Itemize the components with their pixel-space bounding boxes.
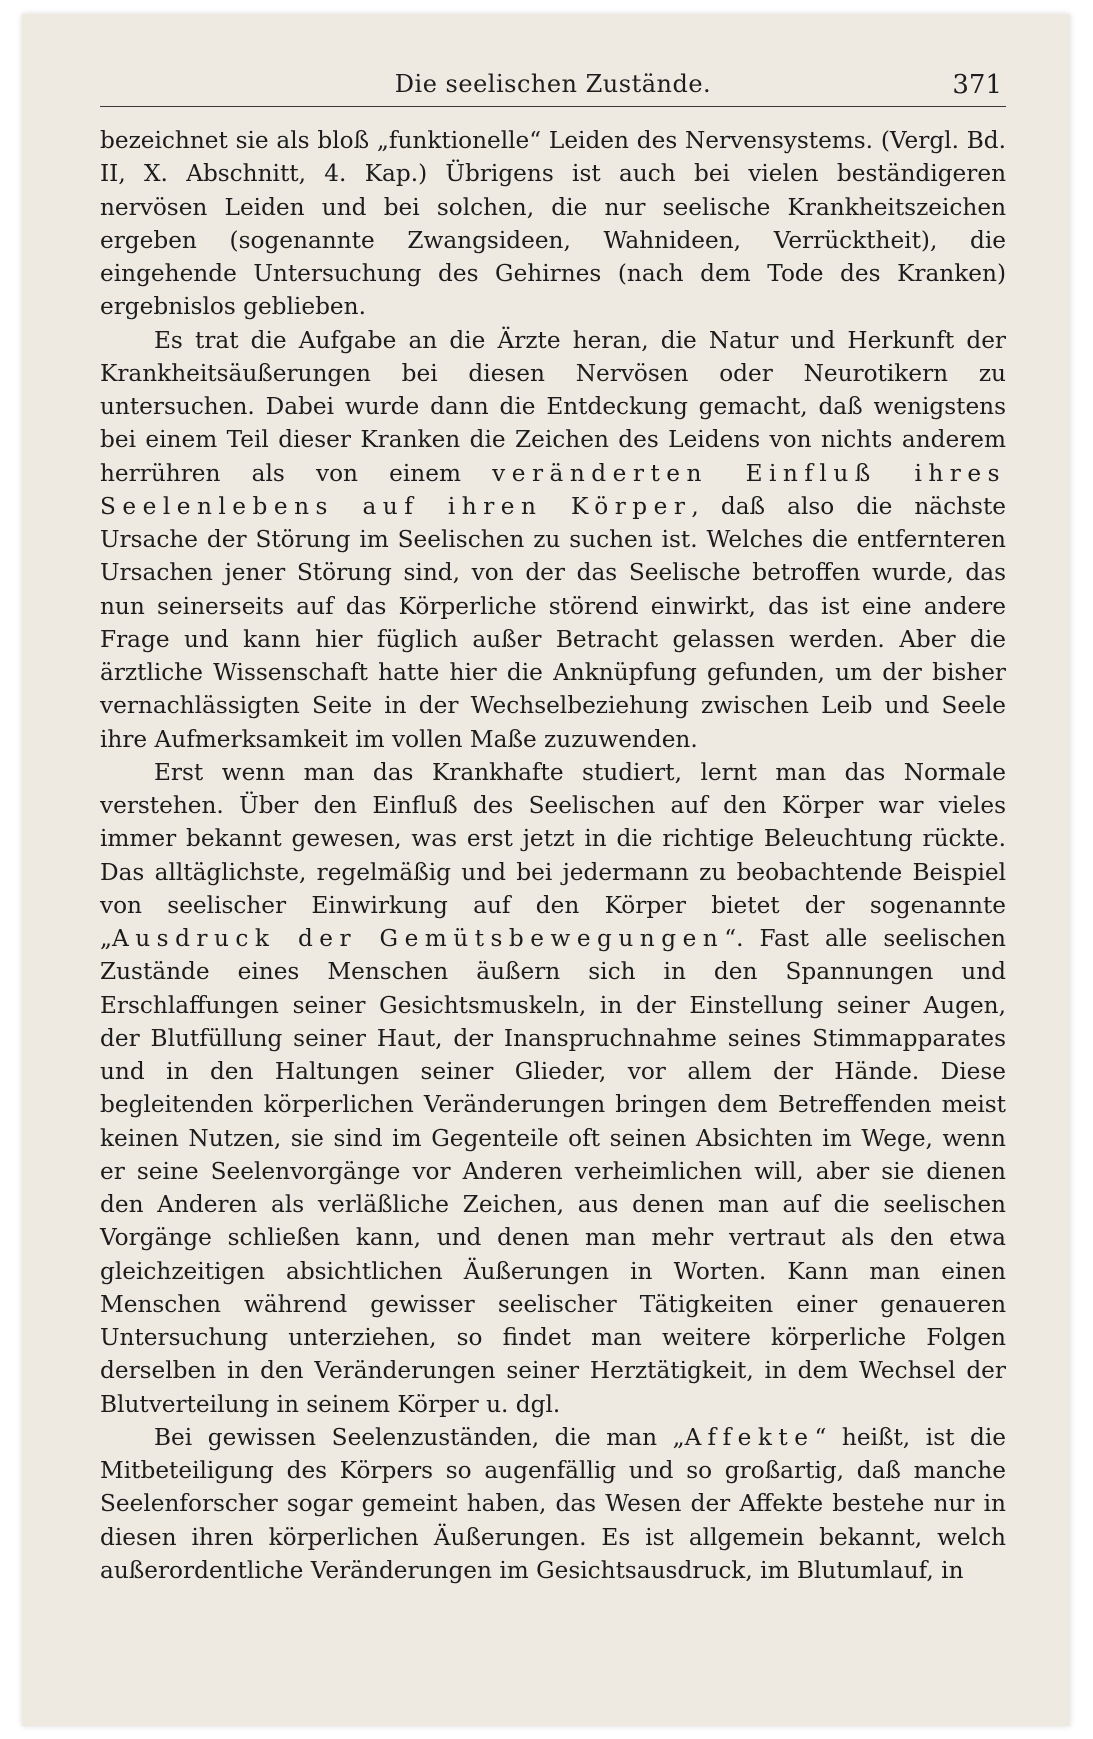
paragraph-4-text-a: Bei gewissen Seelenzuständen, die man „: [154, 1423, 685, 1451]
paragraph-2: [100, 324, 1006, 756]
paragraph-4-text-b: “ heißt, ist die Mitbeteiligung des Körpers so augenfällig und so großartig, daß manche Seelenforscher sogar gemeint haben, das Wesen der Affekte bestehe nur in diesen ihren körperlichen Äußerungen. Es ist allgemein bekannt, welch außerordentliche Veränderungen im Gesichtsausdruck, im Blutumlauf, in: [100, 1423, 1006, 1584]
paragraph-1: [100, 124, 1006, 324]
body-text: [100, 124, 1006, 1587]
paragraph-3-emphasis: Ausdruck der Gemütsbewegungen: [112, 925, 725, 952]
paragraph-2-text-b: , daß also die nächste Ursache der Störung im Seelischen zu suchen ist. Welches die entfernteren Ursachen jener Störung sind, von der das Seelische betroffen wurde, das nun seinerseits auf das Körperliche störend einwirkt, das ist eine andere Frage und kann hier füglich außer Betracht gelassen werden. Aber die ärztliche Wissenschaft hatte hier die Anknüpfung gefunden, um der bisher vernachlässigten Seite in der Wechselbeziehung zwischen Leib und Seele ihre Aufmerksamkeit im vollen Maße zuzuwenden.: [100, 492, 1006, 753]
paragraph-1-text: bezeichnet sie als bloß „funktionelle“ Leiden des Nervensystems. (Vergl. Bd. II, X. Abschnitt, 4. Kap.) Übrigens ist auch bei vielen beständigeren nervösen Leiden und bei solchen, die nur seelische Krankheitszeichen ergeben (sogenannte Zwangsideen, Wahnideen, Verrücktheit), die eingehende Untersuchung des Gehirnes (nach dem Tode des Kranken) ergebnislos geblieben.: [100, 127, 1006, 321]
paragraph-4-emphasis: Affekte: [684, 1423, 815, 1451]
paragraph-4: [100, 1421, 1006, 1587]
paragraph-2-emphasis: veränderten Einfluß ihres Seelenlebens auf ihren Körper: [100, 459, 1006, 520]
paragraph-2-text-a: Es trat die Aufgabe an die Ärzte heran, die Natur und Herkunft der Krankheitsäußerungen bei diesen Nervösen oder Neurotikern zu untersuchen. Dabei wurde dann die Entdeckung gemacht, daß wenigstens bei einem Teil dieser Kranken die Zeichen des Leidens von nichts anderem herrühren als von einem: [100, 326, 1006, 487]
paragraph-3-text-b: “. Fast alle seelischen Zustände eines Menschen äußern sich in den Spannungen und Erschlaffungen seiner Gesichtsmuskeln, in der Einstellung seiner Augen, der Blutfüllung seiner Haut, der Inanspruchnahme seines Stimmapparates und in den Haltungen seiner Glieder, vor allem der Hände. Diese begleitenden körperlichen Veränderungen bringen dem Betreffenden meist keinen Nutzen, sie sind im Gegenteile oft seinen Absichten im Wege, wenn er seine Seelenvorgänge vor Anderen verheimlichen will, aber sie dienen den Anderen als verläßliche Zeichen, aus denen man auf die seelischen Vorgänge schließen kann, und denen man mehr vertraut als den etwa gleichzeitigen absichtlichen Äußerungen in Worten. Kann man einen Menschen während gewisser seelischer Tätigkeiten einer genaueren Untersuchung unterziehen, so findet man weitere körperliche Folgen derselben in den Veränderungen seiner Herztätigkeit, in dem Wechsel der Blutverteilung in seinem Körper u. dgl.: [100, 925, 1006, 1418]
header-title: Die seelischen Zustände.: [394, 70, 712, 98]
paragraph-3-text-a: Erst wenn man das Krankhafte studiert, lernt man das Normale verstehen. Über den Einfluß des Seelischen auf den Körper war vieles immer bekannt gewesen, was erst jetzt in die richtige Beleuchtung rückte. Das alltäglichste, regelmäßig und bei jedermann zu beobachtende Beispiel von seelischer Einwirkung auf den Körper bietet der sogenannte „: [100, 758, 1006, 952]
page-number: 371: [952, 70, 1002, 100]
running-header: [100, 66, 1006, 107]
paragraph-3: [100, 756, 1006, 1421]
